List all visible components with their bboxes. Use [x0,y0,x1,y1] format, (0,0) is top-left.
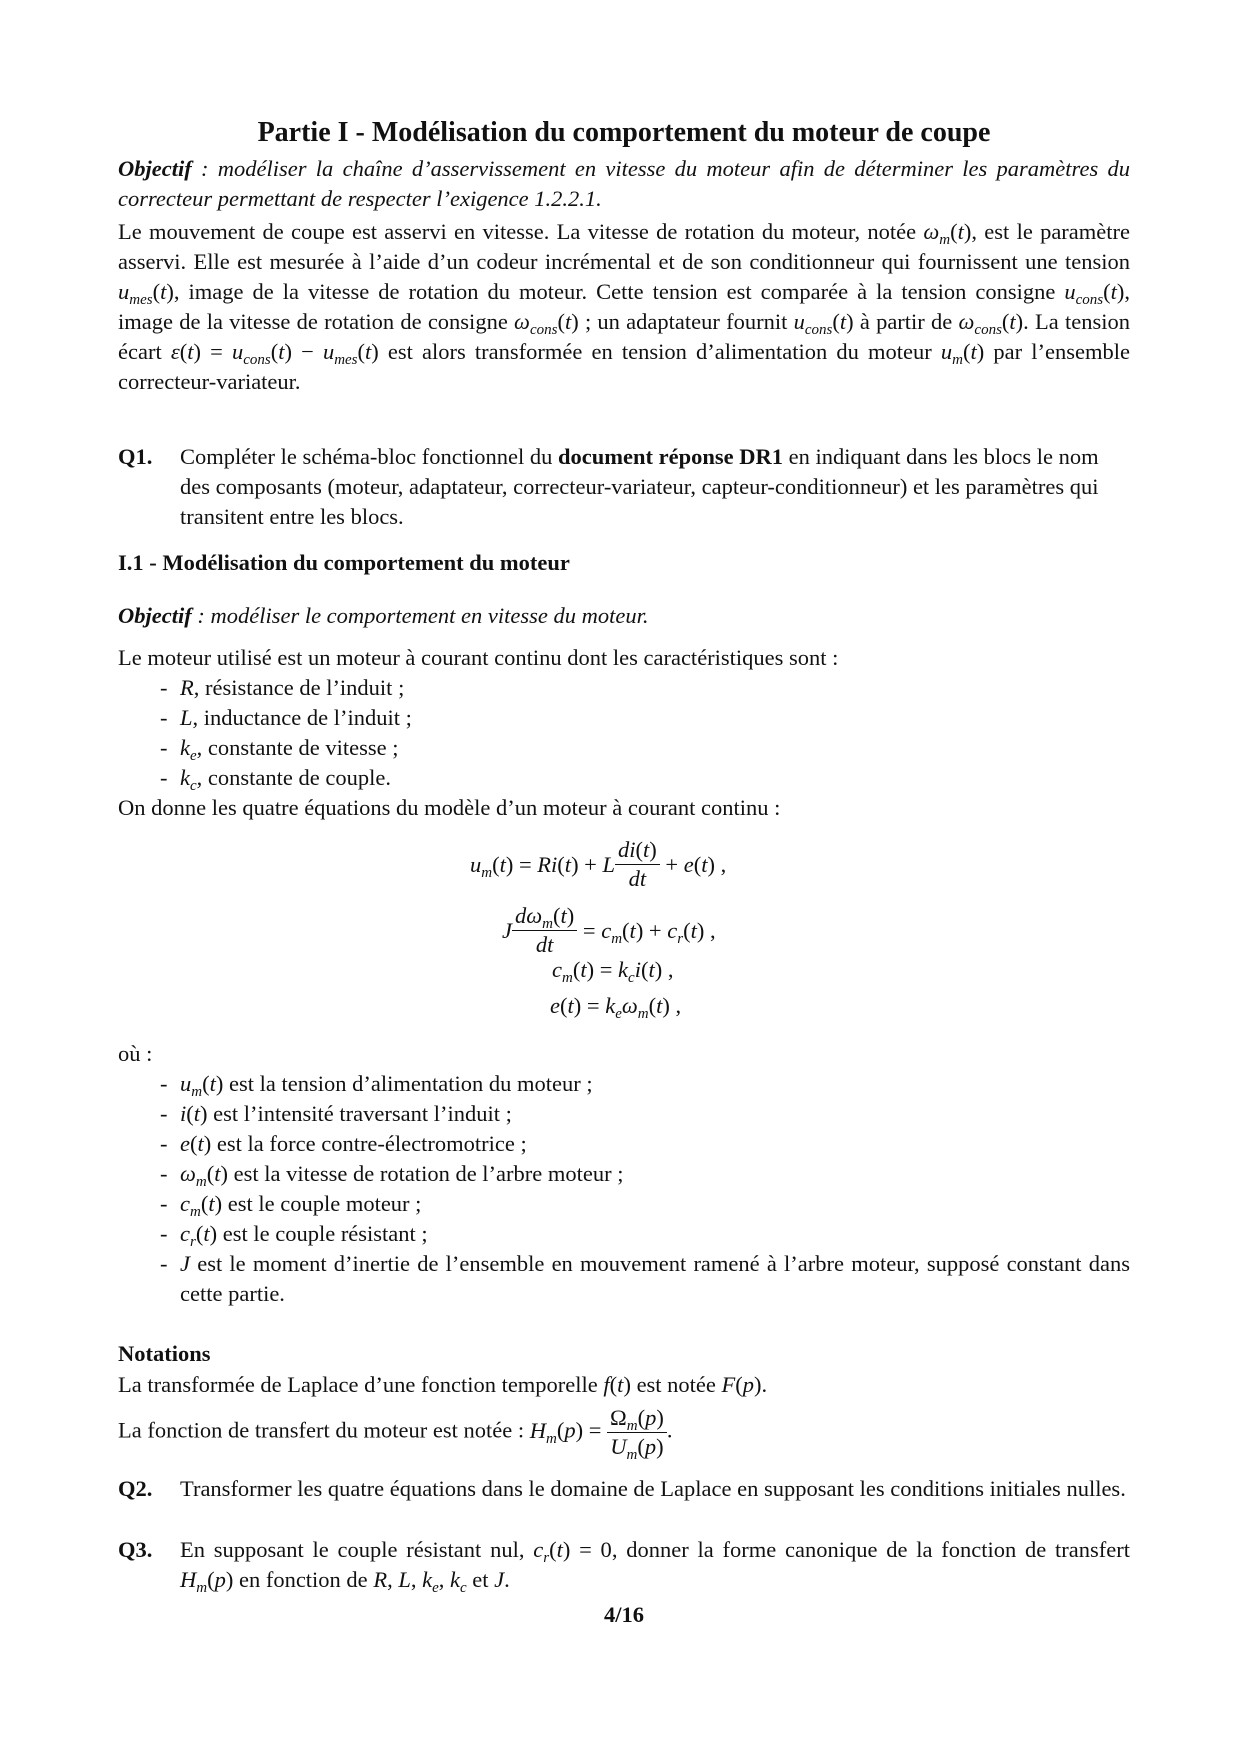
motor-intro: Le moteur utilisé est un moteur à courant continu dont les caractéristiques sont : [118,645,839,670]
list-item: - $\omega_m(t)$ est la vitesse de rotation de l’arbre moteur ; [160,1159,1130,1189]
list-item: - J est le moment d’inertie de l’ensemble en mouvement ramené à l’arbre moteur, supposé constant dans cette partie. [160,1249,1130,1309]
notations-heading: Notations [118,1341,211,1366]
intro-text-8: est alors transformée en tension d’alimentation du moteur [378,339,941,364]
objective2-text: : modéliser le comportement en vitesse du moteur. [191,603,649,628]
intro-text-9: par l’ensemble correcteur-variateur. [118,339,1130,394]
q3-text: En supposant le couple résistant nul, $c_r(t) = 0$, donner la forme canonique de la fonction de transfert $H_m(p)$ en fonction de R, L, $k_e$, $k_c$ et J. [180,1537,1130,1596]
list-item: - $c_r(t)$ est le couple résistant ; [160,1219,1130,1249]
list-item: - $k_c$, constante de couple. [160,763,1130,793]
laplace-definition: La transformée de Laplace d’une fonction temporelle f(t) est notée F(p). [118,1372,768,1397]
list-item: - $u_m(t)$ est la tension d’alimentation du moteur ; [160,1069,1130,1099]
objective-text: : modéliser la chaîne d’asservissement en vitesse du moteur afin de déterminer les paramètres du correcteur permettant de respecter l’exigence 1.2.2.1. [118,156,1130,211]
section-heading-1: I.1 - Modélisation du comportement du moteur [118,550,570,575]
where-label: où : [118,1041,153,1066]
intro-text-6: à partir de [853,309,959,334]
page-title: Partie I - Modélisation du comportement du moteur de coupe [257,117,991,148]
q1-number: Q1. [118,444,153,469]
list-item: - $c_m(t)$ est le couple moteur ; [160,1189,1130,1219]
objective-label: Objectif [118,156,192,181]
definitions-list [160,1069,1130,1309]
transfer-function-definition: La fonction de transfert du moteur est notée : $H_m(p)$ = $\frac{\Omega_m(p)}{U_m(p)}$ . [118,1405,673,1463]
intro-text-5: ; un adaptateur fournit [578,309,794,334]
list-item: - R, résistance de l’induit ; [160,673,1130,703]
q1-bold-ref: document réponse DR1 [558,444,784,469]
q2-number: Q2. [118,1476,153,1501]
q3-number: Q3. [118,1537,153,1562]
objective-paragraph-2 [118,601,1130,631]
equation-3: $c_m(t) = k_ci(t)$ , [552,957,674,986]
intro-text-4: , image de la vitesse de rotation de consigne [118,279,1130,334]
equation-1: $u_m(t) = Ri(t) + L$ $\frac{di(t)}{dt}$ + e(t) , [470,837,727,891]
intro-text-3: , image de la vitesse de rotation du moteur. Cette tension est comparée à la tension consigne [173,279,1065,304]
q2-text: Transformer les quatre équations dans le domaine de Laplace en supposant les conditions initiales nulles. [180,1476,1126,1501]
intro-text-7: . La tension écart [118,309,1131,364]
q1-text-after: en indiquant dans les blocs le nom des composants (moteur, adaptateur, correcteur-variateur, capteur-conditionneur) et les paramètres qui transitent entre les blocs. [180,444,1099,529]
q1-text-before: Compléter le schéma-bloc fonctionnel du [180,444,559,469]
list-item: - L, inductance de l’induit ; [160,703,1130,733]
intro-text-2: , est le paramètre asservi. Elle est mesurée à l’aide d’un codeur incrémental et de son conditionneur qui fournissent une tension [118,219,1131,274]
intro-text-1: Le mouvement de coupe est asservi en vitesse. La vitesse de rotation du moteur, notée [118,219,924,244]
list-item: - e(t) est la force contre-électromotrice ; [160,1129,1130,1159]
page-number: 4/16 [603,1602,644,1627]
characteristics-list [160,673,1130,793]
equations-intro: On donne les quatre équations du modèle d’un moteur à courant continu : [118,795,781,820]
objective-paragraph-1 [118,154,1130,214]
equation-2: J $\frac{d\omega_m(t)}{dt}$ = $c_m(t) + c_r(t)$ , [502,903,716,957]
equation-4: $e(t) = k_e\omega_m(t)$ , [550,993,682,1022]
list-item: - $k_e$, constante de vitesse ; [160,733,1130,763]
objective2-label: Objectif [118,603,192,628]
intro-paragraph: Le mouvement de coupe est asservi en vitesse. La vitesse de rotation du moteur, notée $\omega_m(t)$, est le paramètre asservi. Elle est mesurée à l’aide d’un codeur incrémental et de son conditionneur qui fournissent une tension $u_{mes}(t)$, image de la vitesse de rotation du moteur. Cette tension est comparée à la tension consigne $u_{cons}(t)$, image de la vitesse de rotation de consigne $\omega_{cons}(t)$ ; un adaptateur fournit $u_{cons}(t)$ à partir de $\omega_{cons}(t)$. La tension écart $\varepsilon(t) = u_{cons}(t) - u_{mes}(t)$ est alors transformée en tension d’alimentation du moteur $u_m(t)$ par l’ensemble correcteur-variateur. [118,219,1131,394]
q1-text [180,442,1130,532]
list-item: - i(t) est l’intensité traversant l’induit ; [160,1099,1130,1129]
